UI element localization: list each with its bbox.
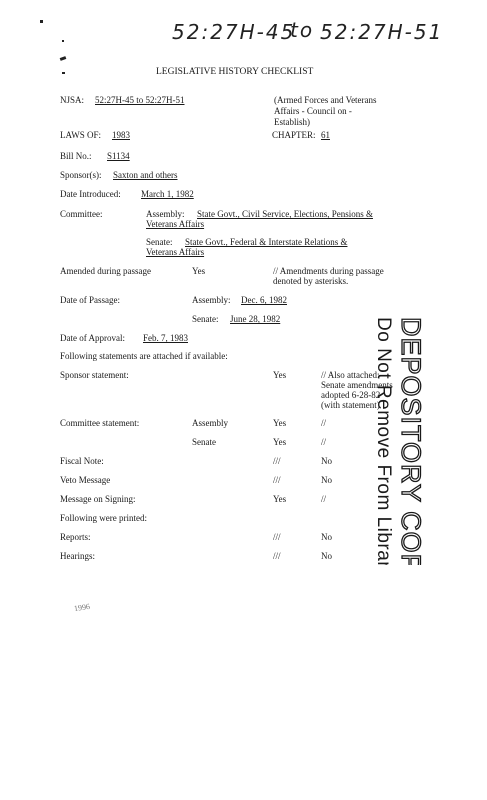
introduced-value: March 1, 1982 xyxy=(141,189,194,199)
njsa-subject-line-1: (Armed Forces and Veterans xyxy=(274,95,377,105)
signing-message-value: Yes xyxy=(273,494,287,504)
reports-value: No xyxy=(321,532,332,542)
njsa-subject-line-3: Establish) xyxy=(274,117,310,127)
veto-message-value: No xyxy=(321,475,332,485)
stamp-line-1: DEPOSITORY COPY xyxy=(396,317,426,565)
depository-stamp-graphic xyxy=(372,315,432,565)
amended-value: Yes xyxy=(192,266,206,276)
bill-value: S1134 xyxy=(107,151,130,161)
signing-message-note: // xyxy=(321,494,327,504)
passage-senate-label: Senate: xyxy=(192,314,219,324)
njsa-label: NJSA: xyxy=(60,95,85,105)
approval-label: Date of Approval: xyxy=(60,333,125,343)
hearings-label: Hearings: xyxy=(60,551,95,561)
chapter-value: 61 xyxy=(321,130,330,140)
sponsor-statement-note-2: Senate amendments xyxy=(321,380,393,390)
committee-statement-senate-value: Yes xyxy=(273,437,287,447)
committee-assembly-line-2: Veterans Affairs xyxy=(146,219,205,229)
veto-message-label: Veto Message xyxy=(60,475,111,485)
passage-assembly-label: Assembly: xyxy=(192,295,231,305)
amended-label: Amended during passage xyxy=(60,266,151,276)
committee-assembly-line-1: State Govt., Civil Service, Elections, Pensions & xyxy=(197,209,373,219)
attached-heading: Following statements are attached if available: xyxy=(60,351,228,361)
scan-speck xyxy=(62,40,64,42)
committee-senate-label: Senate: xyxy=(146,237,173,247)
reports-mark: /// xyxy=(273,532,281,542)
bill-label: Bill No.: xyxy=(60,151,92,161)
laws-value: 1983 xyxy=(112,130,130,140)
hearings-mark: /// xyxy=(273,551,281,561)
committee-label: Committee: xyxy=(60,209,103,219)
page-title: LEGISLATIVE HISTORY CHECKLIST xyxy=(156,67,314,77)
passage-assembly-value: Dec. 6, 1982 xyxy=(241,295,287,305)
passage-label: Date of Passage: xyxy=(60,295,120,305)
sponsor-statement-label: Sponsor statement: xyxy=(60,370,129,380)
committee-senate-line-2: Veterans Affairs xyxy=(146,247,205,257)
fiscal-note-value: No xyxy=(321,456,332,466)
committee-statement-assembly-value: Yes xyxy=(273,418,287,428)
fiscal-note-mark: /// xyxy=(273,456,281,466)
scan-speck xyxy=(40,20,43,23)
committee-statement-senate-label: Senate xyxy=(192,437,216,447)
sponsor-statement-value: Yes xyxy=(273,370,287,380)
njsa-value: 52:27H-45 to 52:27H-51 xyxy=(95,95,185,105)
sponsor-statement-note-3: adopted 6-28-82 xyxy=(321,390,381,400)
committee-statement-assembly-label: Assembly xyxy=(192,418,228,428)
chapter-label: CHAPTER: xyxy=(272,130,316,140)
hearings-value: No xyxy=(321,551,332,561)
handwritten-range-from: 52:27H-45 xyxy=(172,20,296,44)
fiscal-note-label: Fiscal Note: xyxy=(60,456,104,466)
committee-assembly-label: Assembly: xyxy=(146,209,185,219)
approval-value: Feb. 7, 1983 xyxy=(143,333,188,343)
sponsor-value: Saxton and others xyxy=(113,170,178,180)
amended-note-line-2: denoted by asterisks. xyxy=(273,276,349,286)
committee-statement-senate-note: // xyxy=(321,437,327,447)
signing-message-label: Message on Signing: xyxy=(60,494,136,504)
footer-mark: 1996 xyxy=(73,601,91,614)
committee-statement-assembly-note: // xyxy=(321,418,327,428)
committee-statement-label: Committee statement: xyxy=(60,418,140,428)
sponsor-label: Sponsor(s): xyxy=(60,170,102,180)
amended-note-line-1: // Amendments during passage xyxy=(273,266,384,276)
stamp-line-2: Do Not Remove From Library xyxy=(373,317,394,565)
passage-senate-value: June 28, 1982 xyxy=(230,314,281,324)
scan-speck xyxy=(60,56,67,61)
sponsor-statement-note-4: (with statement) xyxy=(321,400,380,410)
handwritten-to: to xyxy=(290,18,315,42)
printed-heading: Following were printed: xyxy=(60,513,147,523)
depository-stamp xyxy=(372,315,432,565)
introduced-label: Date Introduced: xyxy=(60,189,121,199)
sponsor-statement-note-1: // Also attached: xyxy=(321,370,380,380)
veto-message-mark: /// xyxy=(273,475,281,485)
reports-label: Reports: xyxy=(60,532,91,542)
committee-senate-line-1: State Govt., Federal & Interstate Relations & xyxy=(185,237,348,247)
scan-speck xyxy=(62,72,65,74)
laws-label: LAWS OF: xyxy=(60,130,102,140)
njsa-subject-line-2: Affairs - Council on - xyxy=(274,106,352,116)
handwritten-range-to: 52:27H-51 xyxy=(320,20,444,44)
